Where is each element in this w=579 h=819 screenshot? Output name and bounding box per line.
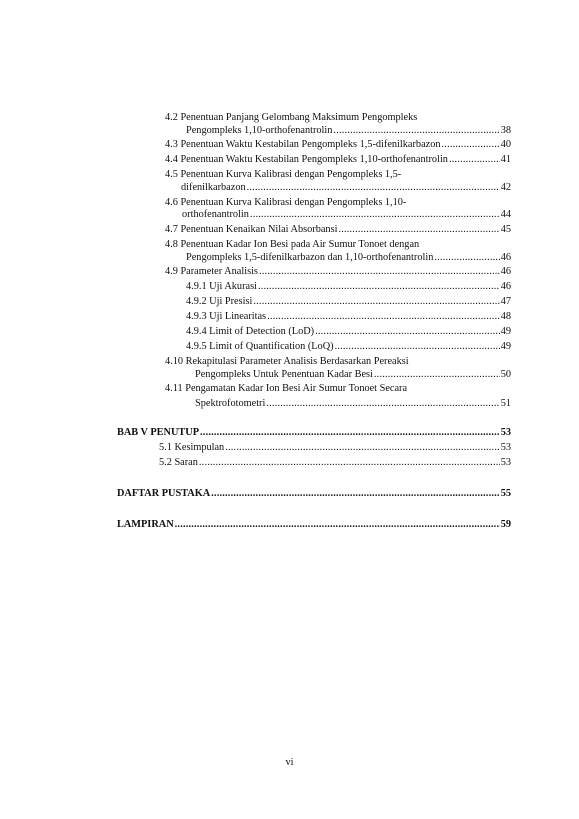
toc-entry-title: LAMPIRAN (117, 519, 174, 530)
toc-page-number: 51 (500, 398, 511, 409)
toc-entry-line: 4.8 Penentuan Kadar Ion Besi pada Air Sumur Tonoet dengan (165, 239, 420, 250)
dot-leader (267, 311, 500, 323)
dot-leader (199, 457, 500, 469)
toc-chapter-entry[interactable] (117, 519, 511, 531)
toc-entry-title: orthofenantrolin (182, 209, 249, 220)
toc-page-number: 49 (500, 326, 511, 337)
toc-page-number: 55 (500, 488, 511, 499)
dot-leader (258, 281, 500, 293)
toc-entry-title: BAB V PENUTUP (117, 427, 200, 438)
toc-entry-title: 4.4 Penentuan Waktu Kestabilan Pengompleks 1,10-orthofenantrolin (165, 154, 448, 165)
toc-page-number: 59 (500, 519, 511, 530)
dot-leader (259, 266, 500, 278)
toc-entry-line: 4.5 Penentuan Kurva Kalibrasi dengan Pengompleks 1,5- (165, 169, 402, 180)
toc-entry[interactable] (165, 224, 511, 236)
toc-entry[interactable] (186, 125, 511, 137)
dot-leader (225, 442, 499, 454)
toc-entry-title: Pengompleks Untuk Penentuan Kadar Besi (195, 369, 373, 380)
toc-entry[interactable] (195, 398, 511, 410)
toc-page-number: 41 (500, 154, 511, 165)
toc-page-number: 46 (500, 281, 511, 292)
toc-entry-title: 4.3 Penentuan Waktu Kestabilan Pengompleks 1,5-difenilkarbazon (165, 139, 441, 150)
toc-entry-title: 4.7 Penentuan Kenaikan Nilai Absorbansi (165, 224, 338, 235)
toc-entry-line: 4.2 Penentuan Panjang Gelombang Maksimum Pengompleks (165, 112, 418, 123)
dot-leader (266, 398, 499, 410)
toc-entry-title: 5.1 Kesimpulan (159, 442, 225, 453)
dot-leader (253, 296, 499, 308)
toc-entry-title: 4.9.4 Limit of Detection (LoD) (186, 326, 315, 337)
toc-entry-line: 4.10 Rekapitulasi Parameter Analisis Berdasarkan Pereaksi (165, 356, 409, 367)
dot-leader (250, 209, 500, 221)
toc-entry[interactable] (186, 296, 511, 308)
toc-entry-title: 4.9.2 Uji Presisi (186, 296, 253, 307)
toc-entry[interactable] (186, 341, 511, 353)
toc-entry[interactable] (186, 281, 511, 293)
toc-page-number: 40 (500, 139, 511, 150)
toc-entry[interactable] (182, 209, 511, 221)
toc-entry[interactable] (186, 252, 511, 264)
toc-entry[interactable] (186, 311, 511, 323)
toc-entry[interactable] (165, 266, 511, 278)
toc-page-number: 44 (500, 209, 511, 220)
toc-page-number: 45 (500, 224, 511, 235)
dot-leader (374, 369, 500, 381)
toc-page-number: 53 (500, 457, 511, 468)
toc-page-number: 46 (500, 266, 511, 277)
dot-leader (175, 519, 500, 531)
toc-entry[interactable] (159, 442, 511, 454)
page-number: vi (285, 757, 294, 768)
toc-entry-title: 4.9.3 Uji Linearitas (186, 311, 267, 322)
dot-leader (434, 252, 499, 264)
dot-leader (338, 224, 499, 236)
dot-leader (247, 182, 500, 194)
dot-leader (335, 341, 500, 353)
toc-entry-title: 4.9.5 Limit of Quantification (LoQ) (186, 341, 334, 352)
toc-page-number: 38 (500, 125, 511, 136)
toc-entry-line: 4.11 Pengamatan Kadar Ion Besi Air Sumur Tonoet Secara (165, 383, 408, 394)
toc-entry-title: Pengompleks 1,10-orthofenantrolin (186, 125, 333, 136)
toc-entry[interactable] (186, 326, 511, 338)
toc-page-number: 49 (500, 341, 511, 352)
toc-page-number: 53 (500, 442, 511, 453)
toc-page-number: 46 (500, 252, 511, 263)
toc-entry-title: 5.2 Saran (159, 457, 198, 468)
toc-entry[interactable] (159, 457, 511, 469)
toc-entry-title: 4.9 Parameter Analisis (165, 266, 258, 277)
dot-leader (442, 139, 500, 151)
toc-entry[interactable] (195, 369, 511, 381)
dot-leader (200, 427, 500, 439)
toc-page-number: 42 (500, 182, 511, 193)
toc-chapter-entry[interactable] (117, 427, 511, 439)
dot-leader (449, 154, 500, 166)
toc-chapter-entry[interactable] (117, 488, 511, 500)
dot-leader (211, 488, 500, 500)
toc-page-number: 50 (500, 369, 511, 380)
toc-entry-title: Spektrofotometri (195, 398, 266, 409)
toc-entry-title: DAFTAR PUSTAKA (117, 488, 211, 499)
toc-entry[interactable] (165, 154, 511, 166)
toc-page-number: 47 (500, 296, 511, 307)
dot-leader (315, 326, 500, 338)
toc-entry-line: 4.6 Penentuan Kurva Kalibrasi dengan Pengompleks 1,10- (165, 197, 407, 208)
toc-entry-title: 4.9.1 Uji Akurasi (186, 281, 257, 292)
toc-entry-title: difenilkarbazon (181, 182, 246, 193)
toc-page-number: 53 (500, 427, 511, 438)
toc-page-number: 48 (500, 311, 511, 322)
toc-entry-title: Pengompleks 1,5-difenilkarbazon dan 1,10-orthofenantrolin (186, 252, 434, 263)
dot-leader (333, 125, 499, 137)
toc-entry[interactable] (165, 139, 511, 151)
toc-entry[interactable] (181, 182, 511, 194)
